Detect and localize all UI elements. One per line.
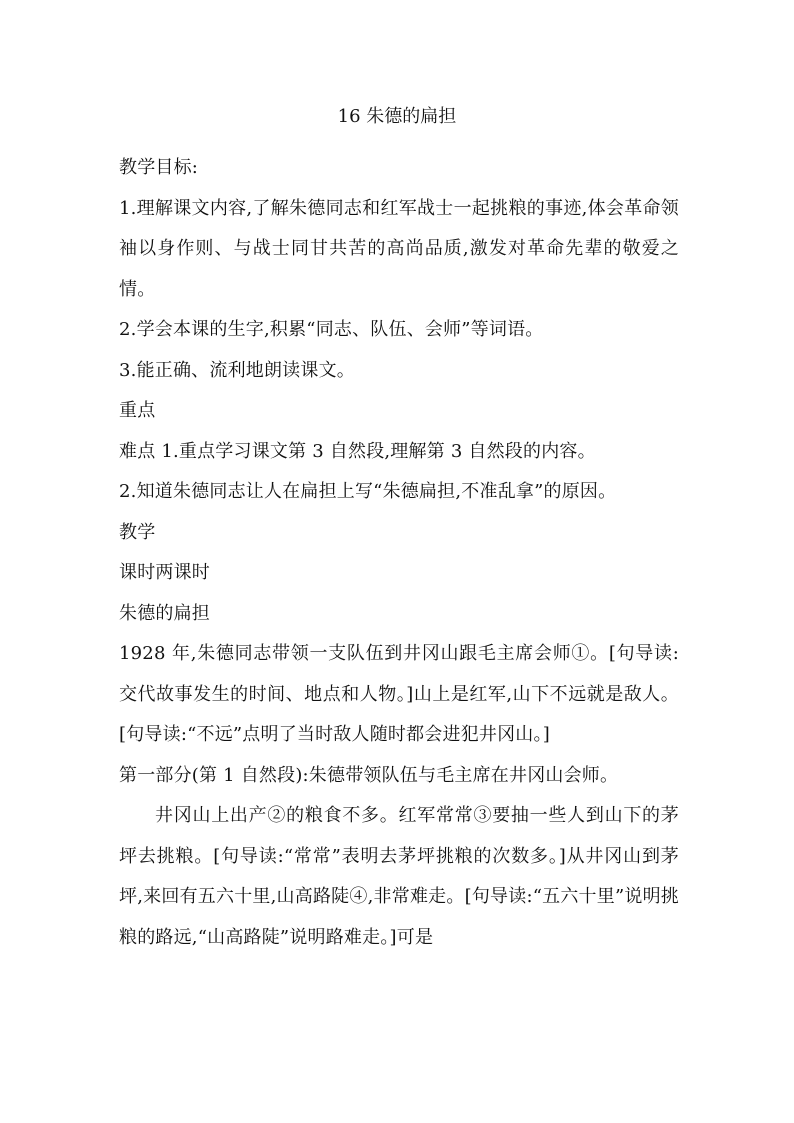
difficulty-2: 2.知道朱德同志让人在扁担上写“朱德扁担,不准乱拿”的原因。 bbox=[119, 481, 617, 502]
lesson-title: 16 朱德的扁担 bbox=[337, 106, 457, 127]
section-heading-objectives: 教学目标: bbox=[119, 157, 199, 178]
objective-1: 1.理解课文内容,了解朱德同志和红军战士一起挑粮的事迹,体会革命领袖以身作则、与战士同甘共苦的高尚品质,激发对革命先辈的敬爱之情。 bbox=[119, 197, 679, 300]
objective-2: 2.学会本课的生字,积累“同志、队伍、会师”等词语。 bbox=[119, 319, 544, 340]
section-heading-teaching: 教学 bbox=[119, 521, 156, 543]
lesson-body bbox=[119, 148, 679, 958]
part-one-summary: 第一部分(第 1 自然段):朱德带领队伍与毛主席在井冈山会师。 bbox=[119, 764, 619, 786]
class-hours: 课时两课时 bbox=[119, 562, 210, 583]
difficulty-1: 难点 1.重点学习课文第 3 自然段,理解第 3 自然段的内容。 bbox=[119, 440, 596, 462]
text-paragraph-1: 1928 年,朱德同志带领一支队伍到井冈山跟毛主席会师①。[句导读:交代故事发生的时间、地点和人物。]山上是红军,山下不远就是敌人。[句导读:“不远”点明了当时敌人随时都会进犯井冈山。] bbox=[119, 643, 679, 745]
section-heading-key-points: 重点 bbox=[119, 400, 156, 421]
text-title: 朱德的扁担 bbox=[119, 602, 210, 624]
text-paragraph-2: 井冈山上出产②的粮食不多。红军常常③要抽一些人到山下的茅坪去挑粮。[句导读:“常常”表明去茅坪挑粮的次数多。]从井冈山到茅坪,来回有五六十里,山高路陡④,非常难走。[句导读:“五六十里”说明挑粮的路远,“山高路陡”说明路难走。]可是 bbox=[119, 805, 679, 948]
objective-3: 3.能正确、流利地朗读课文。 bbox=[119, 359, 355, 381]
